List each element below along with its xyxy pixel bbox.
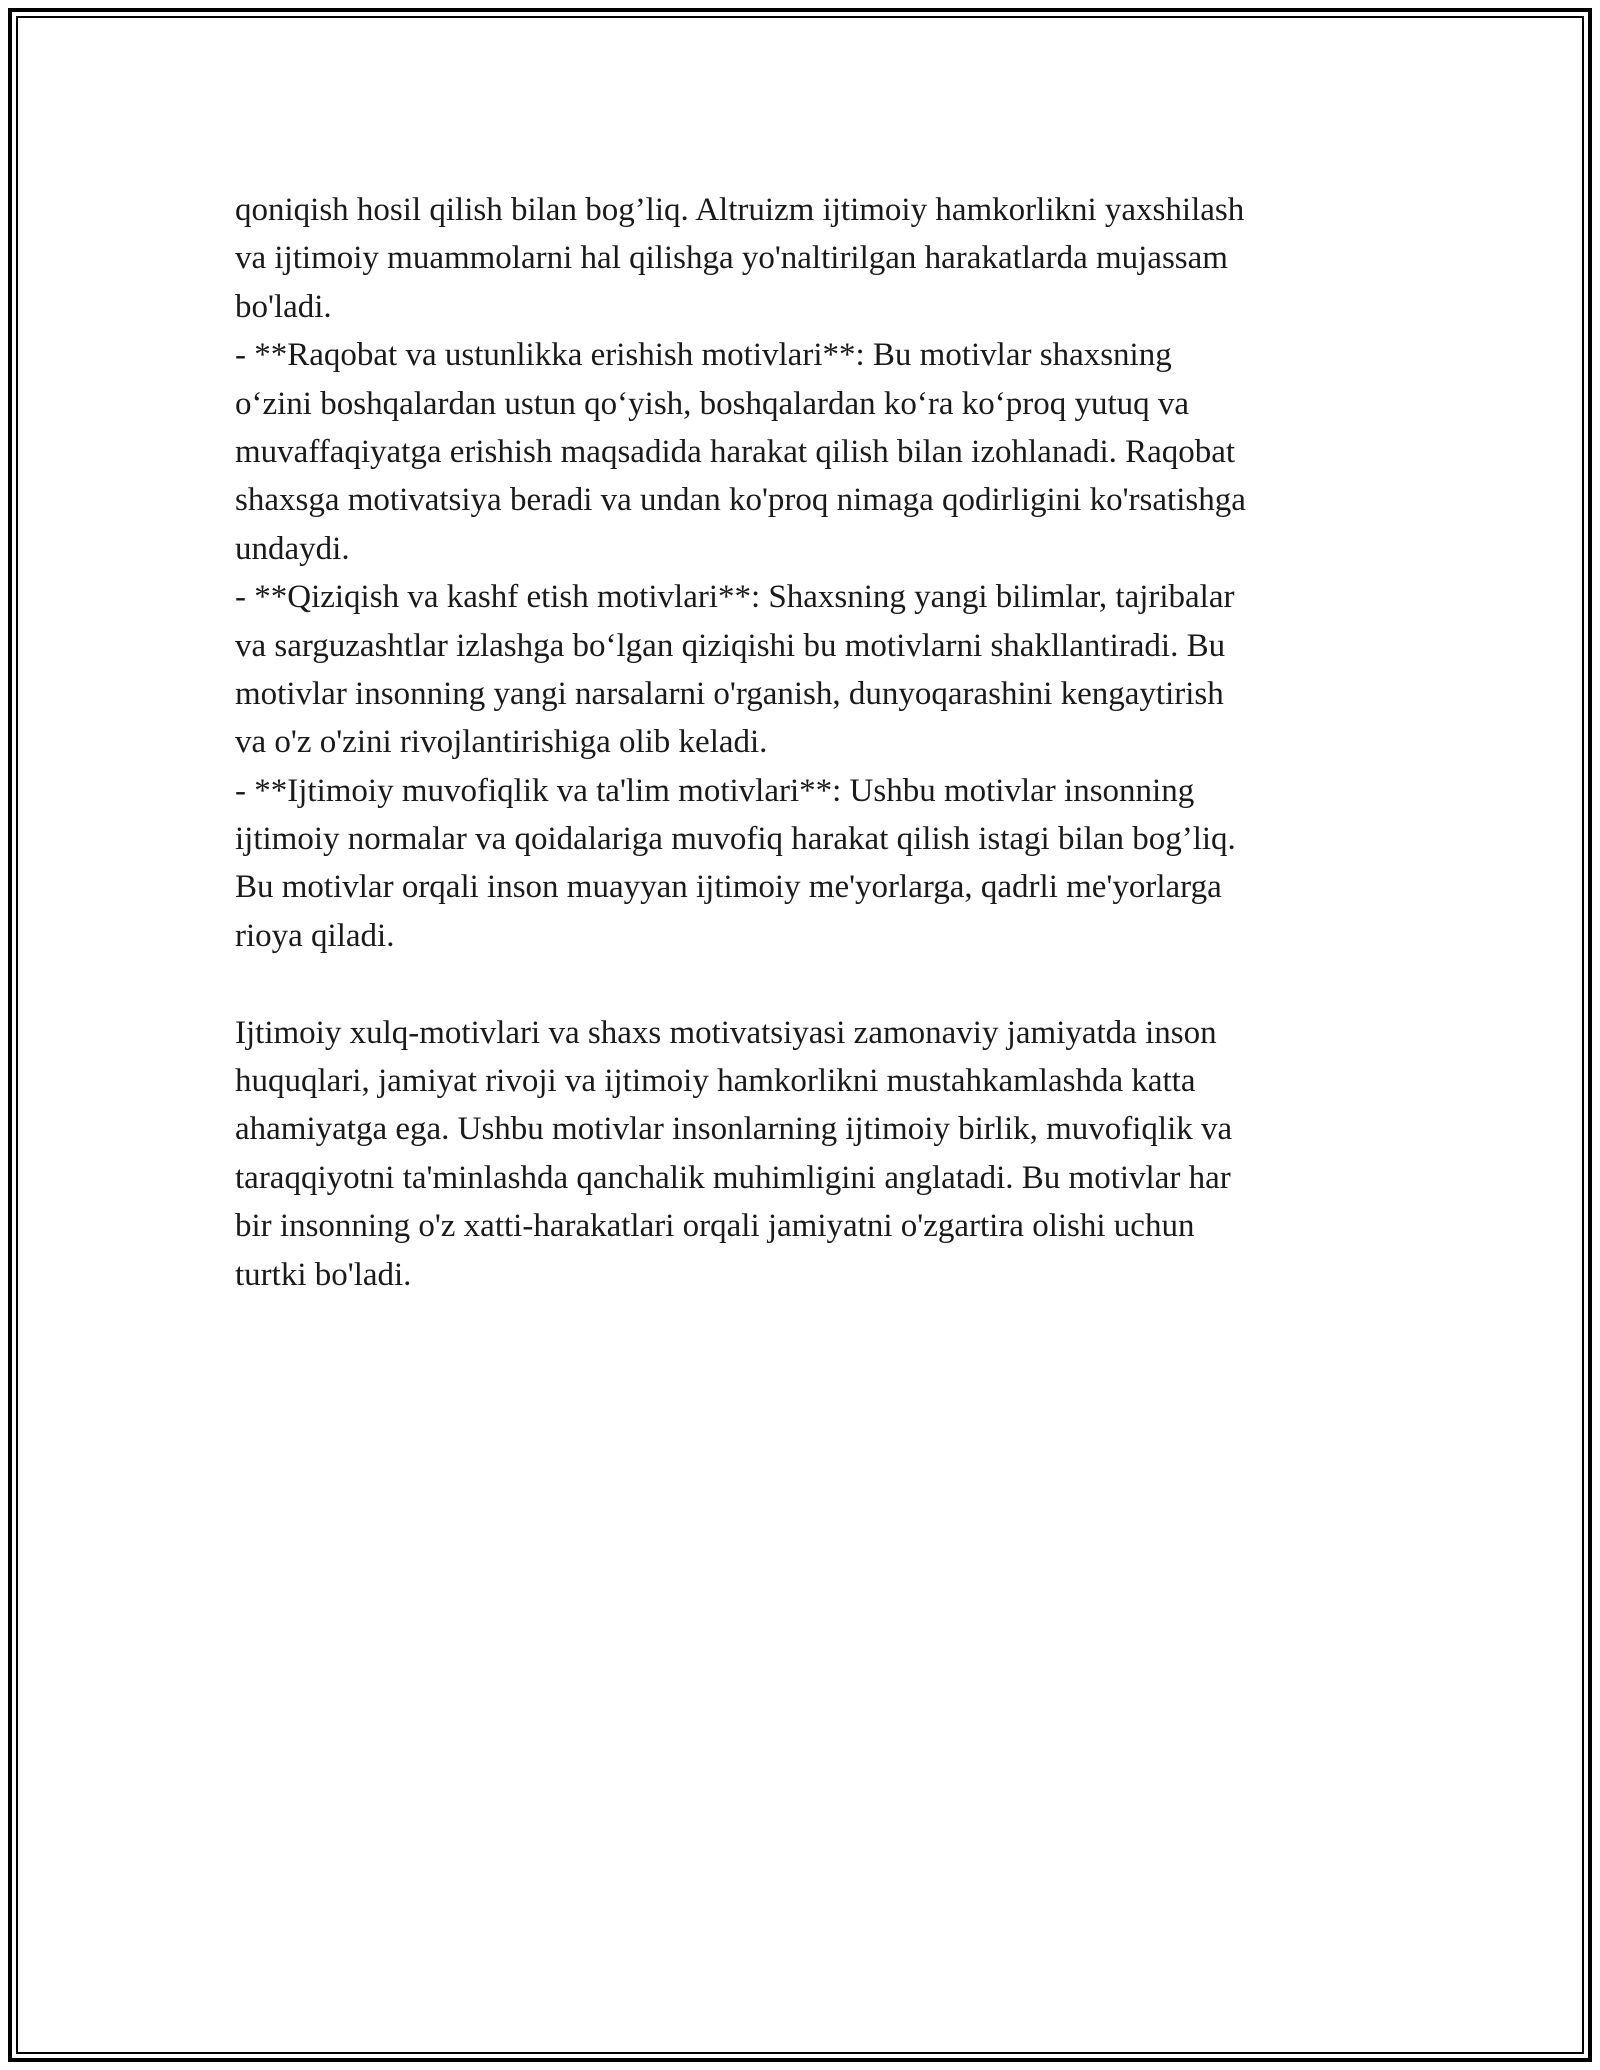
text-line: Bu motivlar orqali inson muayyan ijtimoiy me'yorlarga, qadrli me'yorlarga bbox=[235, 869, 1222, 906]
paragraph-2 bbox=[235, 1009, 1375, 1299]
text-line: undaydi. bbox=[235, 530, 350, 567]
text-line: muvaffaqiyatga erishish maqsadida harakat qilish bilan izohlanadi. Raqobat bbox=[235, 433, 1236, 470]
text-line: - **Qiziqish va kashf etish motivlari**: Shaxsning yangi bilimlar, tajribalar bbox=[235, 579, 1235, 616]
text-line: - **Raqobat va ustunlikka erishish motivlari**: Bu motivlar shaxsning bbox=[235, 337, 1172, 374]
text-line: - **Ijtimoiy muvofiqlik va ta'lim motivlari**: Ushbu motivlar insonning bbox=[235, 772, 1195, 809]
text-line: qoniqish hosil qilish bilan bog’liq. Altruizm ijtimoiy hamkorlikni yaxshilash bbox=[235, 192, 1245, 228]
text-line: bo'ladi. bbox=[235, 288, 332, 325]
text-line: huquqlari, jamiyat rivoji va ijtimoiy hamkorlikni mustahkamlashda katta bbox=[235, 1063, 1196, 1100]
text-line: va ijtimoiy muammolarni hal qilishga yo'naltirilgan harakatlarda mujassam bbox=[235, 240, 1228, 277]
text-line: Ijtimoiy xulq-motivlari va shaxs motivatsiyasi zamonaviy jamiyatda inson bbox=[235, 1014, 1217, 1051]
document-body bbox=[235, 186, 1375, 1299]
text-line: va o'z o'zini rivojlantirishiga olib keladi. bbox=[235, 724, 768, 761]
text-line: ijtimoiy normalar va qoidalariga muvofiq harakat qilish istagi bilan bog’liq. bbox=[235, 821, 1236, 858]
text-line: va sarguzashtlar izlashga bo‘lgan qiziqishi bu motivlarni shakllantiradi. Bu bbox=[235, 627, 1226, 664]
text-line: shaxsga motivatsiya beradi va undan ko'proq nimaga qodirligini ko'rsatishga bbox=[235, 482, 1246, 519]
text-line: o‘zini boshqalardan ustun qo‘yish, boshqalardan ko‘ra ko‘proq yutuq va bbox=[235, 385, 1190, 422]
text-line: ahamiyatga ega. Ushbu motivlar insonlarning ijtimoiy birlik, muvofiqlik va bbox=[235, 1111, 1233, 1148]
paragraph-spacer bbox=[235, 960, 1375, 1008]
text-line: rioya qiladi. bbox=[235, 917, 395, 954]
text-line: motivlar insonning yangi narsalarni o'rganish, dunyoqarashini kengaytirish bbox=[235, 675, 1224, 712]
text-line: turtki bo'ladi. bbox=[235, 1256, 412, 1293]
paragraph-1 bbox=[235, 186, 1375, 960]
text-line: bir insonning o'z xatti-harakatlari orqali jamiyatni o'zgartira olishi uchun bbox=[235, 1208, 1195, 1245]
text-line: taraqqiyotni ta'minlashda qanchalik muhimligini anglatadi. Bu motivlar har bbox=[235, 1159, 1231, 1196]
